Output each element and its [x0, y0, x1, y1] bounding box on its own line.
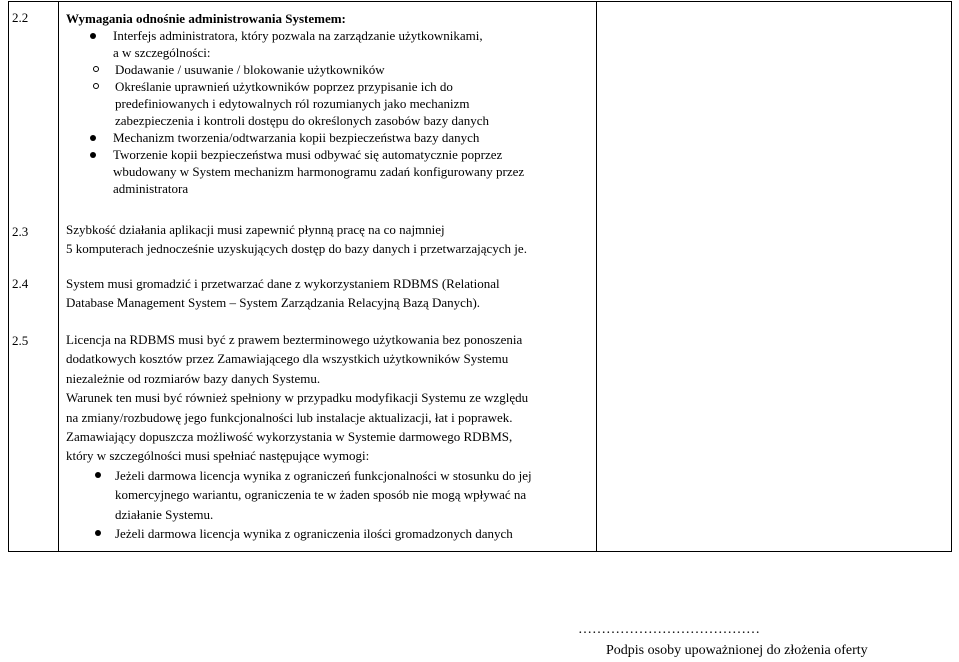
section-number: 2.3	[12, 224, 29, 239]
text-line: Licencja na RDBMS musi być z prawem bezterminowego użytkowania bez ponoszenia	[66, 332, 523, 347]
sub-list-item	[66, 61, 586, 78]
bullet-icon	[95, 472, 101, 478]
bullet-icon	[90, 33, 96, 39]
text-line: dodatkowych kosztów przez Zamawiającego dla wszystkich użytkowników Systemu	[66, 351, 509, 367]
section-2-2	[66, 10, 586, 197]
text-line: Określanie uprawnień użytkowników poprzez przypisanie ich do	[115, 79, 453, 94]
section-2-5	[66, 330, 586, 543]
table-column-divider	[596, 2, 597, 551]
section-number: 2.4	[12, 276, 29, 291]
section-title: Wymagania odnośnie administrowania Systemem:	[66, 11, 346, 26]
table-column-divider	[58, 2, 59, 551]
text-line: zabezpieczenia i kontroli dostępu do określonych zasobów bazy danych	[115, 113, 489, 128]
circle-bullet-icon	[93, 66, 99, 72]
bullet-icon	[90, 152, 96, 158]
text-line: System musi gromadzić i przetwarzać dane z wykorzystaniem RDBMS (Relational	[66, 276, 500, 291]
text-line: Jeżeli darmowa licencja wynika z ograniczenia ilości gromadzonych danych	[115, 526, 513, 542]
text-line: Dodawanie / usuwanie / blokowanie użytkowników	[115, 62, 385, 77]
text-line: wbudowany w System mechanizm harmonogramu zadań konfigurowany przez	[113, 164, 525, 179]
text-line: niezależnie od rozmiarów bazy danych Systemu.	[66, 370, 321, 386]
section-number: 2.5	[12, 333, 29, 348]
text-line: Szybkość działania aplikacji musi zapewnić płynną pracę na co najmniej	[66, 222, 445, 237]
text-line: komercyjnego wariantu, ograniczenia te w żaden sposób nie mogą wpływać na	[115, 487, 527, 503]
text-line: Interfejs administratora, który pozwala na zarządzanie użytkownikami,	[113, 28, 483, 43]
text-line: administratora	[113, 181, 189, 196]
text-line: na zmiany/rozbudowę jego funkcjonalności lub instalacje aktualizacji, łat i poprawek.	[66, 409, 513, 425]
list-item	[66, 27, 586, 61]
list-item	[66, 524, 586, 543]
sub-list-item	[66, 78, 586, 129]
text-line: Database Management System – System Zarządzania Relacyjną Bazą Danych).	[66, 295, 481, 310]
text-line: Jeżeli darmowa licencja wynika z ograniczeń funkcjonalności w stosunku do jej	[115, 467, 532, 483]
signature-label: Podpis osoby upoważnionej do złożenia oferty	[606, 643, 868, 658]
text-line: działanie Systemu.	[115, 506, 214, 522]
text-line: który w szczególności musi spełniać następujące wymogi:	[66, 448, 370, 464]
text-line: Tworzenie kopii bezpieczeństwa musi odbywać się automatycznie poprzez	[113, 147, 503, 162]
text-line: 5 komputerach jednocześnie uzyskujących dostęp do bazy danych i przetwarzających je.	[66, 241, 527, 256]
section-2-4	[66, 274, 586, 312]
section-number: 2.2	[12, 10, 29, 25]
text-line: predefiniowanych i edytowalnych ról rozumianych jako mechanizm	[115, 96, 470, 111]
text-line: Warunek ten musi być również spełniony w przypadku modyfikacji Systemu ze względu	[66, 390, 529, 406]
text-line: Mechanizm tworzenia/odtwarzania kopii bezpieczeństwa bazy danych	[113, 130, 480, 145]
list-item	[66, 129, 586, 146]
text-line: a w szczególności:	[113, 45, 211, 60]
bullet-icon	[90, 135, 96, 141]
circle-bullet-icon	[93, 83, 99, 89]
section-2-3	[66, 220, 586, 258]
bullet-icon	[95, 530, 101, 536]
list-item	[66, 146, 586, 197]
signature-line: …………………………………	[578, 622, 760, 637]
list-item	[66, 466, 586, 524]
text-line: Zamawiający dopuszcza możliwość wykorzystania w Systemie darmowego RDBMS,	[66, 429, 513, 445]
